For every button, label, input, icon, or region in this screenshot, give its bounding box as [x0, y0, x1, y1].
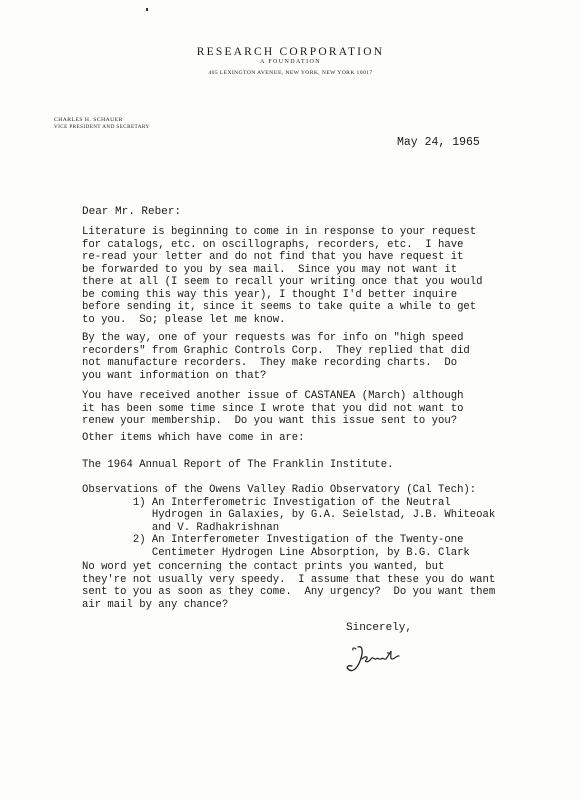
sender-name: CHARLES H. SCHAUER: [54, 117, 123, 123]
letterhead-address: 405 LEXINGTON AVENUE, NEW YORK, NEW YORK 10017: [208, 70, 373, 76]
paragraph-castanea: You have received another issue of CASTANEA (March) although it has been some time since I wrote that you did not want to renew your membership. Do you want this issue sent to you?: [82, 390, 464, 427]
salutation: Dear Mr. Reber:: [82, 206, 182, 218]
sender-title: VICE PRESIDENT AND SECRETARY: [54, 124, 150, 130]
paragraph-owens-valley: Observations of the Owens Valley Radio Observatory (Cal Tech): 1) An Interferometric Investigation of the Neutral Hydrogen in Galaxies, by G.A. Seielstad, J.B. Whiteoak and V. Radhakrishnan 2) An Interferometer Investigation of the Twenty-one Centimeter Hydrogen Line Absorption, by B.G. Clark: [82, 484, 496, 559]
paragraph-contact-prints: No word yet concerning the contact prints you wanted, but they're not usually very speedy. I assume that these you do want sent to you as soon as they come. Any urgency? Do you want them air mail by any chance?: [82, 561, 496, 611]
handwritten-signature: [344, 641, 414, 677]
letterhead-organization: RESEARCH CORPORATION: [196, 46, 385, 58]
paragraph-high-speed-recorders: By the way, one of your requests was for info on "high speed recorders" from Graphic Controls Corp. They replied that did not manufacture recorders. They make recording charts. Do you want information on that?: [82, 332, 470, 382]
closing: Sincerely,: [346, 622, 413, 634]
paragraph-franklin-report: The 1964 Annual Report of The Franklin Institute.: [82, 459, 394, 471]
letterhead-subtitle: A FOUNDATION: [260, 59, 321, 65]
paragraph-other-items: Other items which have come in are:: [82, 432, 305, 444]
paper-speck: [146, 8, 148, 11]
letter-date: May 24, 1965: [397, 136, 480, 149]
paragraph-literature-request: Literature is beginning to come in in response to your request for catalogs, etc. on oscillographs, recorders, etc. I have re-read your letter and do not find that you have request it be forwarded to you by sea mail. Since you may not want it there at all (I seem to recall your writing once that you would be coming this way this year), I thought I'd better inquire before sending it, since it seems to take quite a while to get to you. So; please let me know.: [82, 226, 483, 326]
